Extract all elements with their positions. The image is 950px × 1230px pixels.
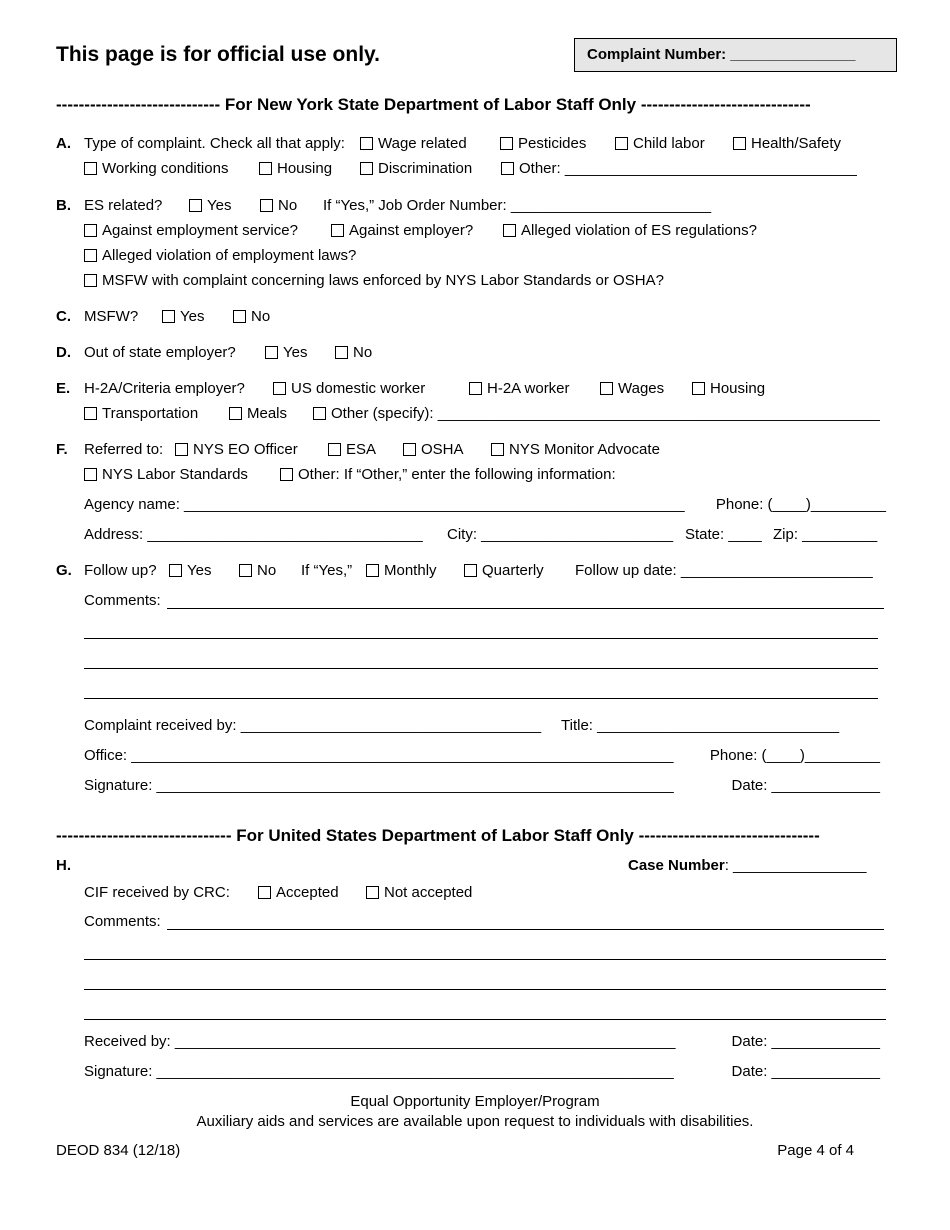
checkbox-out-of-state-no[interactable]: No — [335, 344, 372, 362]
if-yes-label: If “Yes,” — [301, 562, 353, 579]
checkbox-discrimination[interactable]: Discrimination — [360, 160, 472, 178]
checkbox-follow-up-yes[interactable]: Yes — [169, 562, 211, 580]
page-number: Page 4 of 4 — [777, 1142, 854, 1159]
checkbox-pesticides[interactable]: Pesticides — [500, 135, 586, 153]
g-signature-field[interactable]: Signature: ______________________________________________________________ — [84, 777, 674, 794]
g-comments-line[interactable] — [84, 638, 878, 639]
checkbox-wage-related[interactable]: Wage related — [360, 135, 467, 153]
eeo-statement: Equal Opportunity Employer/Program — [350, 1093, 600, 1110]
checkbox-icon[interactable] — [273, 382, 286, 395]
checkbox-alleged-es[interactable]: Alleged violation of ES regulations? — [503, 222, 757, 240]
h-signature-field[interactable]: Signature: ______________________________________________________________ — [84, 1063, 674, 1080]
checkbox-icon[interactable] — [169, 564, 182, 577]
checkbox-against-es[interactable]: Against employment service? — [84, 222, 298, 240]
section-a-prompt: Type of complaint. Check all that apply: — [84, 135, 345, 152]
title-field[interactable]: Title: _____________________________ — [561, 717, 840, 734]
h-comments-line[interactable] — [84, 1019, 886, 1020]
checkbox-e-other[interactable]: Other (specify): _____________________________________________________ — [313, 405, 880, 423]
checkbox-icon[interactable] — [84, 162, 97, 175]
checkbox-icon[interactable] — [84, 224, 97, 237]
checkbox-other-complaint[interactable]: Other: ___________________________________ — [501, 160, 857, 178]
g-comments-label: Comments: — [84, 592, 161, 609]
checkbox-icon[interactable] — [500, 137, 513, 150]
checkbox-icon[interactable] — [189, 199, 202, 212]
checkbox-icon[interactable] — [503, 224, 516, 237]
zip-field[interactable]: Zip: _________ — [773, 526, 878, 543]
checkbox-icon[interactable] — [260, 199, 273, 212]
cif-received-label: CIF received by CRC: — [84, 884, 230, 901]
checkbox-icon[interactable] — [265, 346, 278, 359]
checkbox-h2a-worker[interactable]: H-2A worker — [469, 380, 570, 398]
checkbox-working-conditions[interactable]: Working conditions — [84, 160, 228, 178]
checkbox-health-safety[interactable]: Health/Safety — [733, 135, 841, 153]
h-received-date-field[interactable]: Date: _____________ — [731, 1033, 880, 1050]
section-d-prompt: Out of state employer? — [84, 344, 236, 361]
checkbox-icon[interactable] — [258, 886, 271, 899]
checkbox-quarterly[interactable]: Quarterly — [464, 562, 544, 580]
checkbox-icon[interactable] — [239, 564, 252, 577]
checkbox-icon[interactable] — [366, 886, 379, 899]
checkbox-icon[interactable] — [360, 137, 373, 150]
checkbox-msfw-no[interactable]: No — [233, 308, 270, 326]
checkbox-icon[interactable] — [366, 564, 379, 577]
section-e-letter: E. — [56, 380, 71, 397]
checkbox-osha[interactable]: OSHA — [403, 441, 464, 459]
checkbox-not-accepted[interactable]: Not accepted — [366, 884, 472, 902]
checkbox-icon[interactable] — [84, 249, 97, 262]
checkbox-icon[interactable] — [84, 274, 97, 287]
g-comments-line[interactable] — [84, 668, 878, 669]
agency-name-field[interactable]: Agency name: ____________________________________________________________ — [84, 496, 685, 513]
checkbox-icon[interactable] — [491, 443, 504, 456]
checkbox-nys-eo-officer[interactable]: NYS EO Officer — [175, 441, 298, 459]
section-f-letter: F. — [56, 441, 68, 458]
h-comments-line[interactable] — [84, 959, 886, 960]
page-title: This page is for official use only. — [56, 43, 381, 66]
checkbox-icon[interactable] — [229, 407, 242, 420]
checkbox-icon[interactable] — [692, 382, 705, 395]
section-c-letter: C. — [56, 308, 71, 325]
h-comments-line[interactable] — [167, 929, 884, 930]
checkbox-icon[interactable] — [335, 346, 348, 359]
section-h-letter: H. — [56, 857, 71, 874]
checkbox-follow-up-no[interactable]: No — [239, 562, 276, 580]
g-comments-line[interactable] — [84, 698, 878, 699]
section-e-prompt: H-2A/Criteria employer? — [84, 380, 245, 397]
office-phone-field[interactable]: Phone: (____)_________ — [709, 747, 880, 764]
checkbox-wages[interactable]: Wages — [600, 380, 664, 398]
office-field[interactable]: Office: _________________________________________________________________ — [84, 747, 674, 764]
nys-section-header: ----------------------------- For New York State Department of Labor Staff Only ------------------------------ — [56, 95, 811, 114]
checkbox-icon[interactable] — [501, 162, 514, 175]
checkbox-icon[interactable] — [84, 407, 97, 420]
form-id: DEOD 834 (12/18) — [56, 1142, 181, 1159]
section-d-letter: D. — [56, 344, 71, 361]
case-number-label: Case Number — [628, 857, 725, 874]
case-number-blank[interactable]: : ________________ — [724, 857, 867, 874]
h-signature-date-field[interactable]: Date: _____________ — [731, 1063, 880, 1080]
checkbox-icon[interactable] — [84, 468, 97, 481]
city-field[interactable]: City: _______________________ — [447, 526, 674, 543]
section-c-prompt: MSFW? — [84, 308, 139, 325]
complaint-received-by-field[interactable]: Complaint received by: ____________________________________ — [84, 717, 542, 734]
checkbox-icon[interactable] — [328, 443, 341, 456]
checkbox-icon[interactable] — [175, 443, 188, 456]
checkbox-housing[interactable]: Housing — [259, 160, 332, 178]
checkbox-transportation[interactable]: Transportation — [84, 405, 198, 423]
section-g-prompt: Follow up? — [84, 562, 157, 579]
h-comments-label: Comments: — [84, 913, 161, 930]
checkbox-out-of-state-yes[interactable]: Yes — [265, 344, 307, 362]
checkbox-icon[interactable] — [313, 407, 326, 420]
checkbox-icon[interactable] — [280, 468, 293, 481]
case-number-field[interactable] — [628, 857, 867, 875]
checkbox-icon[interactable] — [360, 162, 373, 175]
g-comments-line[interactable] — [167, 608, 884, 609]
checkbox-es-yes[interactable]: Yes — [189, 197, 231, 215]
checkbox-icon[interactable] — [331, 224, 344, 237]
complaint-number-field[interactable]: Complaint Number: _______________ — [574, 38, 897, 72]
checkbox-icon[interactable] — [600, 382, 613, 395]
auxiliary-aids-statement: Auxiliary aids and services are available upon request to individuals with disabilities. — [196, 1113, 754, 1130]
checkbox-meals[interactable]: Meals — [229, 405, 287, 423]
section-b-letter: B. — [56, 197, 71, 214]
address-field[interactable]: Address: _________________________________ — [84, 526, 423, 543]
checkbox-against-employer[interactable]: Against employer? — [331, 222, 473, 240]
checkbox-icon[interactable] — [259, 162, 272, 175]
checkbox-msfw-laws[interactable]: MSFW with complaint concerning laws enforced by NYS Labor Standards or OSHA? — [84, 272, 664, 290]
section-b-prompt: ES related? — [84, 197, 163, 214]
checkbox-icon[interactable] — [464, 564, 477, 577]
h-comments-line[interactable] — [84, 989, 886, 990]
checkbox-icon[interactable] — [403, 443, 416, 456]
section-f-prompt: Referred to: — [84, 441, 164, 458]
agency-phone-field[interactable]: Phone: (____)_________ — [715, 496, 886, 513]
checkbox-icon[interactable] — [162, 310, 175, 323]
checkbox-child-labor[interactable]: Child labor — [615, 135, 705, 153]
checkbox-alleged-laws[interactable]: Alleged violation of employment laws? — [84, 247, 356, 265]
state-field[interactable]: State: ____ — [685, 526, 762, 543]
checkbox-f-other[interactable]: Other: If “Other,” enter the following information: — [280, 466, 616, 484]
follow-up-date-field[interactable]: Follow up date: _______________________ — [575, 562, 873, 579]
checkbox-nys-labor-standards[interactable]: NYS Labor Standards — [84, 466, 248, 484]
checkbox-us-domestic-worker[interactable]: US domestic worker — [273, 380, 425, 398]
section-g-letter: G. — [56, 562, 72, 579]
checkbox-msfw-yes[interactable]: Yes — [162, 308, 204, 326]
checkbox-icon[interactable] — [615, 137, 628, 150]
checkbox-e-housing[interactable]: Housing — [692, 380, 765, 398]
section-a-letter: A. — [56, 135, 71, 152]
h-received-by-field[interactable]: Received by: ____________________________________________________________ — [84, 1033, 676, 1050]
checkbox-icon[interactable] — [469, 382, 482, 395]
checkbox-nys-monitor-advocate[interactable]: NYS Monitor Advocate — [491, 441, 660, 459]
checkbox-icon[interactable] — [733, 137, 746, 150]
checkbox-monthly[interactable]: Monthly — [366, 562, 437, 580]
checkbox-esa[interactable]: ESA — [328, 441, 376, 459]
us-dol-section-header: ------------------------------- For United States Department of Labor Staff Only -------------------------------- — [56, 826, 820, 845]
g-date-field[interactable]: Date: _____________ — [731, 777, 880, 794]
checkbox-es-no[interactable]: No — [260, 197, 297, 215]
job-order-number-field[interactable]: If “Yes,” Job Order Number: ________________________ — [323, 197, 712, 214]
checkbox-icon[interactable] — [233, 310, 246, 323]
checkbox-accepted[interactable]: Accepted — [258, 884, 339, 902]
